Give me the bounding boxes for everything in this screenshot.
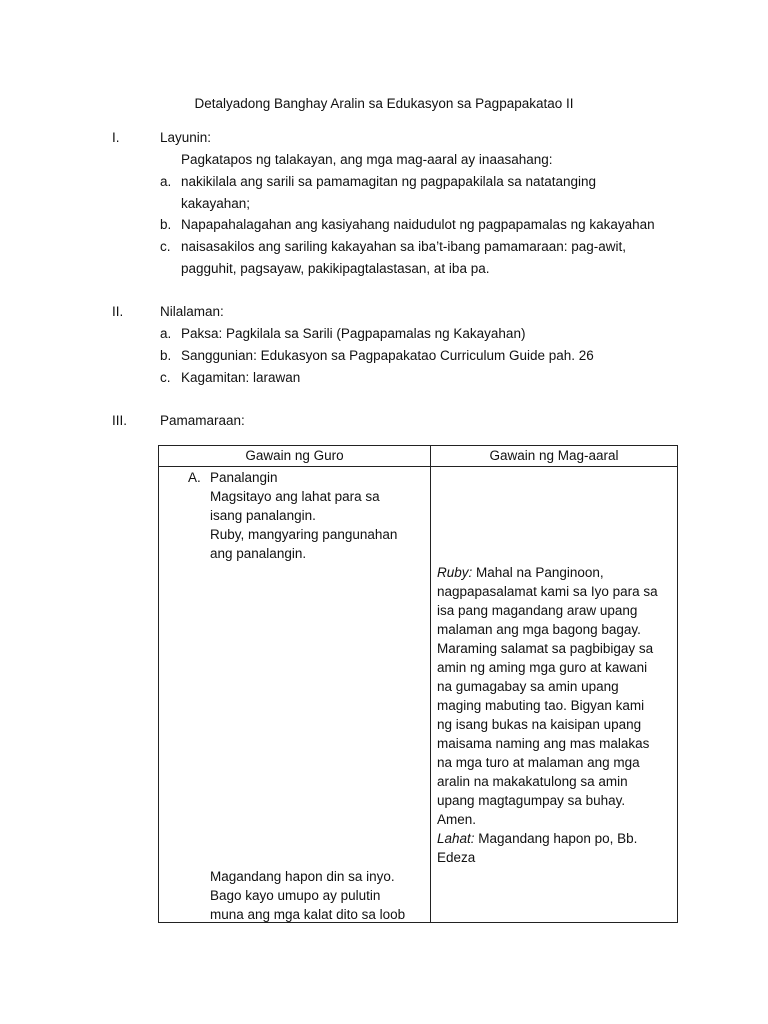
layunin-item-c-line2: pagguhit, pagsayaw, pakikipagtalastasan, at iba pa. xyxy=(181,261,490,276)
ruby-line: Amen. xyxy=(437,812,477,827)
section-heading-pamamaraan: Pamamaraan: xyxy=(160,413,245,428)
layunin-letter-c: c. xyxy=(160,239,171,254)
nilalaman-letter-b: b. xyxy=(160,348,172,363)
ruby-line: malaman ang mga bagong bagay. xyxy=(437,622,641,637)
ruby-line: na mga turo at malaman ang mga xyxy=(437,755,640,770)
section-numeral-layunin: I. xyxy=(112,130,120,145)
nilalaman-item-paksa: Paksa: Pagkilala sa Sarili (Pagpapamalas ng Kakayahan) xyxy=(181,326,526,341)
nilalaman-letter-a: a. xyxy=(160,326,172,341)
layunin-letter-a: a. xyxy=(160,174,172,189)
guro-cell xyxy=(159,467,431,923)
section-heading-layunin: Layunin: xyxy=(160,130,212,145)
guro-line: isang panalangin. xyxy=(210,508,316,523)
lahat-line: Edeza xyxy=(437,850,476,865)
ruby-line: maging mabuting tao. Bigyan kami xyxy=(437,698,645,713)
layunin-intro: Pagkatapos ng talakayan, ang mga mag-aaral ay inaasahang: xyxy=(181,152,553,167)
nilalaman-letter-c: c. xyxy=(160,370,171,385)
document-title: Detalyadong Banghay Aralin sa Edukasyon sa Pagpapakatao II xyxy=(194,96,574,111)
ruby-line: na gumagabay sa amin upang xyxy=(437,679,619,694)
ruby-response-first-line: Ruby: Mahal na Panginoon, xyxy=(437,565,604,580)
guro-line: muna ang mga kalat dito sa loob xyxy=(210,907,406,922)
nilalaman-item-sanggunian: Sanggunian: Edukasyon sa Pagpapakatao Curriculum Guide pah. 26 xyxy=(181,348,594,363)
guro-line: Magsitayo ang lahat para sa xyxy=(210,489,380,504)
ruby-line: aralin na makakatulong sa amin xyxy=(437,774,628,789)
lahat-response-first-line: Lahat: Magandang hapon po, Bb. xyxy=(437,831,638,846)
ruby-line: maisama naming ang mas malakas xyxy=(437,736,650,751)
ruby-line: amin ng aming mga guro at kawani xyxy=(437,660,648,675)
speaker-ruby: Ruby: xyxy=(437,565,473,580)
guro-line: Magandang hapon din sa inyo. xyxy=(210,869,395,884)
header-gawain-guro: Gawain ng Guro xyxy=(159,446,431,467)
header-gawain-magaaral: Gawain ng Mag-aaral xyxy=(431,446,678,467)
guro-step-letter: A. xyxy=(188,470,201,485)
section-heading-nilalaman: Nilalaman: xyxy=(160,304,224,319)
guro-line: Ruby, mangyaring pangunahan xyxy=(210,527,398,542)
ruby-line: nagpapasalamat kami sa Iyo para sa xyxy=(437,584,658,599)
layunin-item-a-line1: nakikilala ang sarili sa pamamagitan ng pagpapakilala sa natatanging xyxy=(181,174,597,189)
layunin-item-c-line1: naisasakilos ang sariling kakayahan sa iba’t-ibang pamamaraan: pag-awit, xyxy=(181,239,627,254)
ruby-line: ng isang bukas na kaisipan upang xyxy=(437,717,642,732)
procedure-table xyxy=(158,445,678,923)
ruby-line: upang magtagumpay sa buhay. xyxy=(437,793,626,808)
nilalaman-item-kagamitan: Kagamitan: larawan xyxy=(181,370,301,385)
section-numeral-pamamaraan: III. xyxy=(112,413,128,428)
guro-line: ang panalangin. xyxy=(210,546,307,561)
guro-line: Bago kayo umupo ay pulutin xyxy=(210,888,381,903)
layunin-item-b-line1: Napapahalagahan ang kasiyahang naidudulot ng pagpapamalas ng kakayahan xyxy=(181,217,655,232)
speaker-lahat: Lahat: xyxy=(437,831,475,846)
ruby-line: isa pang magandang araw upang xyxy=(437,603,638,618)
ruby-line: Maraming salamat sa pagbibigay sa xyxy=(437,641,654,656)
layunin-item-a-line2: kakayahan; xyxy=(181,196,251,211)
section-numeral-nilalaman: II. xyxy=(112,304,124,319)
magaaral-cell xyxy=(431,467,678,923)
layunin-letter-b: b. xyxy=(160,217,172,232)
guro-step-heading: Panalangin xyxy=(210,470,278,485)
